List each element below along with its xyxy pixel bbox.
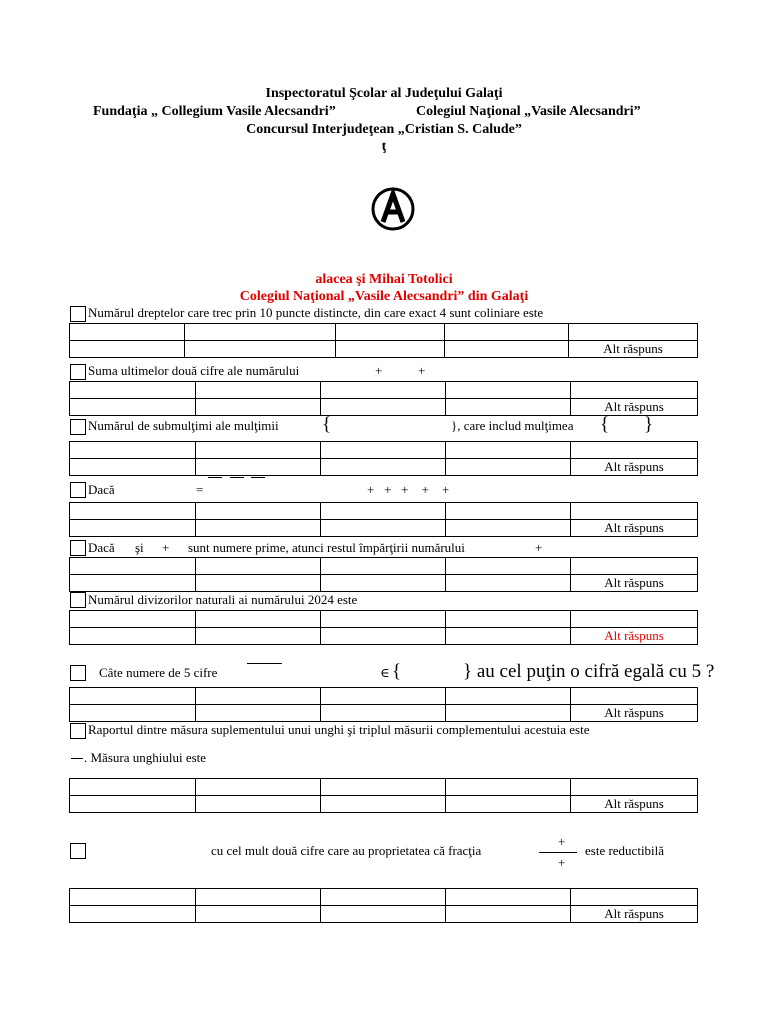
alt-answer-cell[interactable]: Alt răspuns xyxy=(571,575,698,592)
answer-cell[interactable] xyxy=(321,575,446,592)
answer-cell[interactable] xyxy=(70,442,196,459)
fraction-bar xyxy=(539,852,577,853)
question-text: cu cel mult două cifre care au proprietatea că fracţia xyxy=(211,843,482,858)
question-text-end: este reductibilă xyxy=(585,843,665,858)
answer-cell[interactable] xyxy=(446,796,571,813)
alt-answer-cell[interactable]: Alt răspuns xyxy=(571,796,698,813)
plus-sign: + xyxy=(375,363,383,378)
answer-cell[interactable] xyxy=(446,399,571,416)
answer-cell[interactable] xyxy=(446,503,571,520)
answer-cell[interactable] xyxy=(196,503,321,520)
answer-cell[interactable] xyxy=(196,796,321,813)
answer-cell[interactable] xyxy=(321,611,446,628)
answer-cell[interactable] xyxy=(321,705,446,722)
answer-cell[interactable] xyxy=(70,341,185,358)
fraction-denominator: + xyxy=(558,855,566,870)
alt-answer-cell[interactable]: Alt răspuns xyxy=(571,628,698,645)
answer-cell[interactable] xyxy=(70,779,196,796)
open-brace: { xyxy=(392,661,402,682)
answer-cell[interactable] xyxy=(196,611,321,628)
header-inspectorate: Inspectoratul Şcolar al Judeţului Galaţi xyxy=(265,86,503,101)
answer-cell[interactable] xyxy=(571,503,698,520)
answer-cell[interactable] xyxy=(446,688,571,705)
answer-cell[interactable] xyxy=(196,459,321,476)
answer-cell[interactable] xyxy=(445,324,569,341)
answer-cell[interactable] xyxy=(70,324,185,341)
logo-a-icon xyxy=(370,186,416,232)
answer-cell[interactable] xyxy=(196,628,321,645)
answer-cell[interactable] xyxy=(70,399,196,416)
answer-cell[interactable] xyxy=(446,575,571,592)
answer-cell[interactable] xyxy=(571,688,698,705)
answer-table xyxy=(69,778,698,813)
answer-cell[interactable] xyxy=(446,705,571,722)
answer-cell[interactable] xyxy=(196,520,321,537)
question-checkbox[interactable] xyxy=(70,482,86,498)
answer-cell[interactable] xyxy=(70,906,196,923)
answer-table xyxy=(69,323,698,358)
overline-mark xyxy=(230,477,244,478)
answer-table xyxy=(69,441,698,476)
question-checkbox[interactable] xyxy=(70,540,86,556)
plus-sign: + xyxy=(418,363,426,378)
answer-cell[interactable] xyxy=(196,558,321,575)
answer-cell[interactable] xyxy=(571,442,698,459)
alt-answer-cell[interactable]: Alt răspuns xyxy=(571,906,698,923)
element-of-sign: ∈ xyxy=(380,665,390,680)
question-checkbox[interactable] xyxy=(70,843,86,859)
answer-cell[interactable] xyxy=(196,382,321,399)
answer-cell[interactable] xyxy=(321,906,446,923)
plus-sign: + xyxy=(162,540,170,555)
question-text: Numărul de submulţimi ale mulţimii xyxy=(88,418,279,433)
answer-cell[interactable] xyxy=(196,779,321,796)
alt-answer-cell[interactable]: Alt răspuns xyxy=(569,341,698,358)
answer-cell[interactable] xyxy=(321,628,446,645)
fraction-numerator: + xyxy=(558,834,566,849)
answer-cell[interactable] xyxy=(446,906,571,923)
answer-table xyxy=(69,502,698,537)
answer-cell[interactable] xyxy=(321,520,446,537)
answer-cell[interactable] xyxy=(571,558,698,575)
answer-cell[interactable] xyxy=(185,324,336,341)
answer-cell[interactable] xyxy=(321,459,446,476)
authors-school: Colegiul Naţional „Vasile Alecsandri” din Galaţi xyxy=(239,289,529,304)
answer-cell[interactable] xyxy=(321,558,446,575)
answer-cell[interactable] xyxy=(196,705,321,722)
header-contest: Concursul Interjudeţean „Cristian S. Calude” xyxy=(246,122,522,137)
answer-cell[interactable] xyxy=(70,628,196,645)
question-text: Suma ultimelor două cifre ale numărului xyxy=(88,363,300,378)
answer-cell[interactable] xyxy=(321,442,446,459)
open-brace: { xyxy=(600,414,610,435)
question-checkbox[interactable] xyxy=(70,665,86,681)
answer-cell[interactable] xyxy=(196,906,321,923)
question-text: Numărul dreptelor care trec prin 10 puncte distincte, din care exact 4 sunt coliniare este xyxy=(88,305,544,320)
answer-cell[interactable] xyxy=(185,341,336,358)
question-text-cont: } au cel puţin o cifră egală cu 5 ? xyxy=(463,661,715,682)
header-extra: ţ xyxy=(381,139,387,154)
header-college: Colegiul Naţional „Vasile Alecsandri” xyxy=(416,104,641,119)
question-checkbox[interactable] xyxy=(70,723,86,739)
answer-cell[interactable] xyxy=(321,796,446,813)
answer-cell[interactable] xyxy=(70,889,196,906)
answer-cell[interactable] xyxy=(336,324,445,341)
word-si: şi xyxy=(135,540,144,555)
answer-cell[interactable] xyxy=(446,382,571,399)
question-checkbox[interactable] xyxy=(70,364,86,380)
answer-cell[interactable] xyxy=(321,889,446,906)
answer-cell[interactable] xyxy=(569,324,698,341)
answer-table xyxy=(69,687,698,722)
answer-cell[interactable] xyxy=(446,558,571,575)
answer-cell[interactable] xyxy=(70,558,196,575)
question-text: Numărul divizorilor naturali ai numărului 2024 este xyxy=(88,592,358,607)
answer-cell[interactable] xyxy=(196,442,321,459)
question-text: Dacă xyxy=(88,540,115,555)
alt-answer-cell[interactable]: Alt răspuns xyxy=(571,705,698,722)
alt-answer-cell[interactable]: Alt răspuns xyxy=(571,459,698,476)
answer-cell[interactable] xyxy=(196,399,321,416)
answer-cell[interactable] xyxy=(70,459,196,476)
answer-cell[interactable] xyxy=(446,889,571,906)
alt-answer-cell[interactable]: Alt răspuns xyxy=(571,399,698,416)
question-checkbox[interactable] xyxy=(70,306,86,322)
question-text-cont: }, care includ mulţimea xyxy=(451,418,574,433)
answer-cell[interactable] xyxy=(445,341,569,358)
plus-sign: + xyxy=(535,540,543,555)
answer-table xyxy=(69,557,698,592)
answer-cell[interactable] xyxy=(321,382,446,399)
answer-table xyxy=(69,888,698,923)
answer-cell[interactable] xyxy=(571,779,698,796)
close-brace: } xyxy=(644,414,654,435)
answer-table xyxy=(69,610,698,645)
overline-mark xyxy=(247,663,282,664)
answer-cell[interactable] xyxy=(321,399,446,416)
answer-cell[interactable] xyxy=(321,503,446,520)
overline-mark xyxy=(251,477,265,478)
answer-table xyxy=(69,381,698,416)
fraction-bar xyxy=(71,758,83,759)
equals-sign: = xyxy=(196,482,204,497)
answer-cell[interactable] xyxy=(196,889,321,906)
answer-cell[interactable] xyxy=(336,341,445,358)
open-brace: { xyxy=(322,414,332,435)
answer-cell[interactable] xyxy=(70,503,196,520)
question-text: Raportul dintre măsura suplementului unui unghi şi triplul măsurii complementului acestuia este xyxy=(88,722,590,737)
answer-cell[interactable] xyxy=(196,688,321,705)
answer-cell[interactable] xyxy=(446,628,571,645)
answer-cell[interactable] xyxy=(70,688,196,705)
answer-cell[interactable] xyxy=(446,442,571,459)
answer-cell[interactable] xyxy=(571,889,698,906)
question-text: Dacă xyxy=(88,482,115,497)
plus-signs: + + + + + xyxy=(367,482,450,497)
answer-cell[interactable] xyxy=(196,575,321,592)
answer-cell[interactable] xyxy=(70,611,196,628)
answer-cell[interactable] xyxy=(446,520,571,537)
answer-cell[interactable] xyxy=(70,520,196,537)
answer-cell[interactable] xyxy=(446,611,571,628)
answer-cell[interactable] xyxy=(70,796,196,813)
question-text-cont: . Măsura unghiului este xyxy=(84,750,207,765)
answer-cell[interactable] xyxy=(446,779,571,796)
answer-cell[interactable] xyxy=(446,459,571,476)
answer-cell[interactable] xyxy=(70,575,196,592)
alt-answer-cell[interactable]: Alt răspuns xyxy=(571,520,698,537)
question-checkbox[interactable] xyxy=(70,419,86,435)
answer-cell[interactable] xyxy=(571,611,698,628)
answer-cell[interactable] xyxy=(321,779,446,796)
overline-mark xyxy=(208,477,222,478)
question-text: Câte numere de 5 cifre xyxy=(99,665,218,680)
question-text-cont: sunt numere prime, atunci restul împărţirii numărului xyxy=(188,540,465,555)
answer-cell[interactable] xyxy=(70,382,196,399)
answer-cell[interactable] xyxy=(571,382,698,399)
answer-cell[interactable] xyxy=(70,705,196,722)
authors-names: alacea şi Mihai Totolici xyxy=(315,272,453,287)
question-checkbox[interactable] xyxy=(70,592,86,608)
answer-cell[interactable] xyxy=(321,688,446,705)
header-foundation: Fundaţia „ Collegium Vasile Alecsandri” xyxy=(93,104,336,119)
